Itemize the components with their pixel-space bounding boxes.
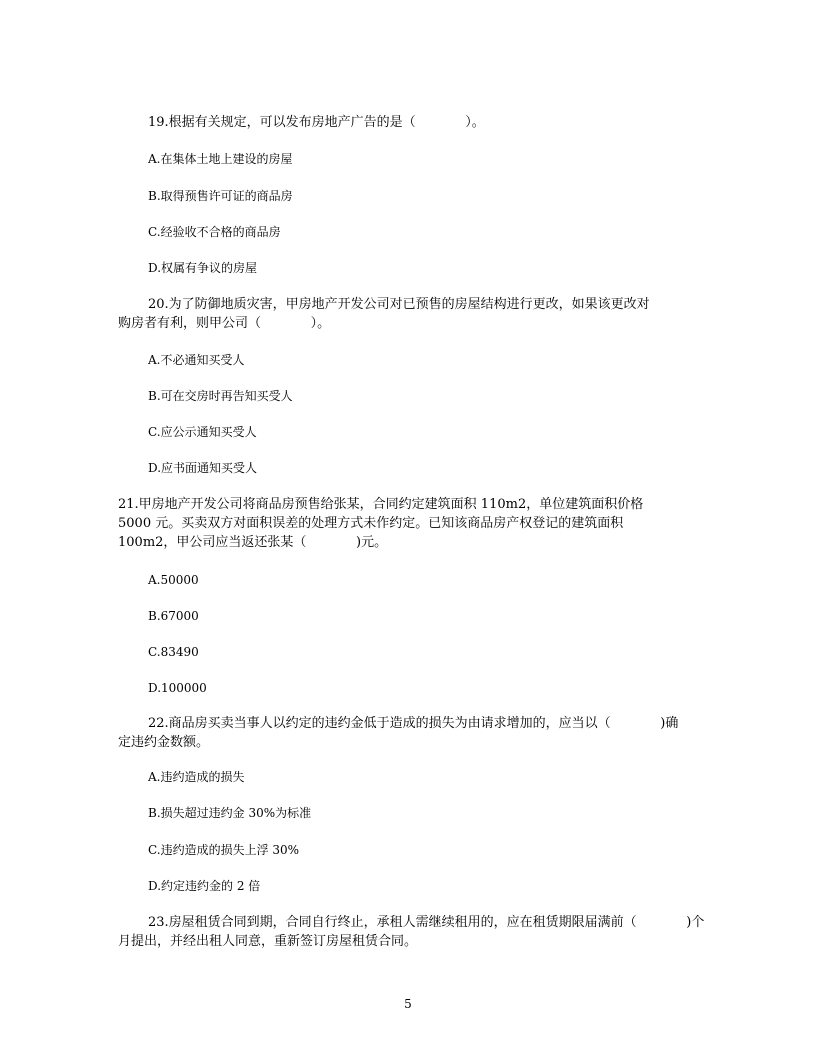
question-23-text-line-1: 23.房屋租赁合同到期，合同自行终止，承租人需继续租用的，应在租赁期限届满前（ )个 bbox=[148, 915, 705, 930]
question-19-option-a: A.在集体土地上建设的房屋 bbox=[148, 152, 293, 166]
question-20-text-line-1: 20.为了防御地质灾害，甲房地产开发公司对已预售的房屋结构进行更改，如果该更改对 bbox=[148, 297, 650, 312]
question-20-option-d: D.应书面通知买受人 bbox=[148, 461, 258, 475]
question-21-text-line-3: 100m2，甲公司应当返还张某（ )元。 bbox=[118, 535, 388, 550]
question-19-text: 19.根据有关规定，可以发布房地产广告的是（ ）。 bbox=[148, 115, 485, 130]
question-21-text-line-2: 5000 元。买卖双方对面积误差的处理方式未作约定。已知该商品房产权登记的建筑面积 bbox=[118, 516, 624, 531]
question-22-text-line-1: 22.商品房买卖当事人以约定的违约金低于造成的损失为由请求增加的，应当以（ )确 bbox=[148, 716, 679, 731]
question-20-option-c: C.应公示通知买受人 bbox=[148, 425, 257, 439]
question-22-option-b: B.损失超过违约金 30%为标准 bbox=[148, 806, 312, 820]
question-20-option-b: B.可在交房时再告知买受人 bbox=[148, 389, 293, 403]
question-21-text-line-1: 21.甲房地产开发公司将商品房预售给张某，合同约定建筑面积 110m2，单位建筑面积价格 bbox=[118, 497, 644, 512]
question-22-option-d: D.约定违约金的 2 倍 bbox=[148, 879, 261, 893]
question-21-option-c: C.83490 bbox=[148, 645, 199, 659]
question-22-option-c: C.违约造成的损失上浮 30% bbox=[148, 843, 300, 857]
question-19-option-b: B.取得预售许可证的商品房 bbox=[148, 189, 293, 203]
question-23-text-line-2: 月提出，并经出租人同意，重新签订房屋租赁合同。 bbox=[118, 934, 418, 949]
question-21-option-d: D.100000 bbox=[148, 681, 207, 695]
question-22-option-a: A.违约造成的损失 bbox=[148, 770, 245, 784]
question-20-text-line-2: 购房者有利，则甲公司（ ）。 bbox=[118, 316, 331, 331]
question-21-option-a: A.50000 bbox=[148, 573, 199, 587]
question-20-option-a: A.不必通知买受人 bbox=[148, 353, 245, 367]
page-number: 5 bbox=[404, 997, 412, 1011]
question-21-option-b: B.67000 bbox=[148, 609, 199, 623]
question-19-option-d: D.权属有争议的房屋 bbox=[148, 261, 258, 275]
question-22-text-line-2: 定违约金数额。 bbox=[118, 735, 210, 750]
question-19-option-c: C.经验收不合格的商品房 bbox=[148, 225, 281, 239]
